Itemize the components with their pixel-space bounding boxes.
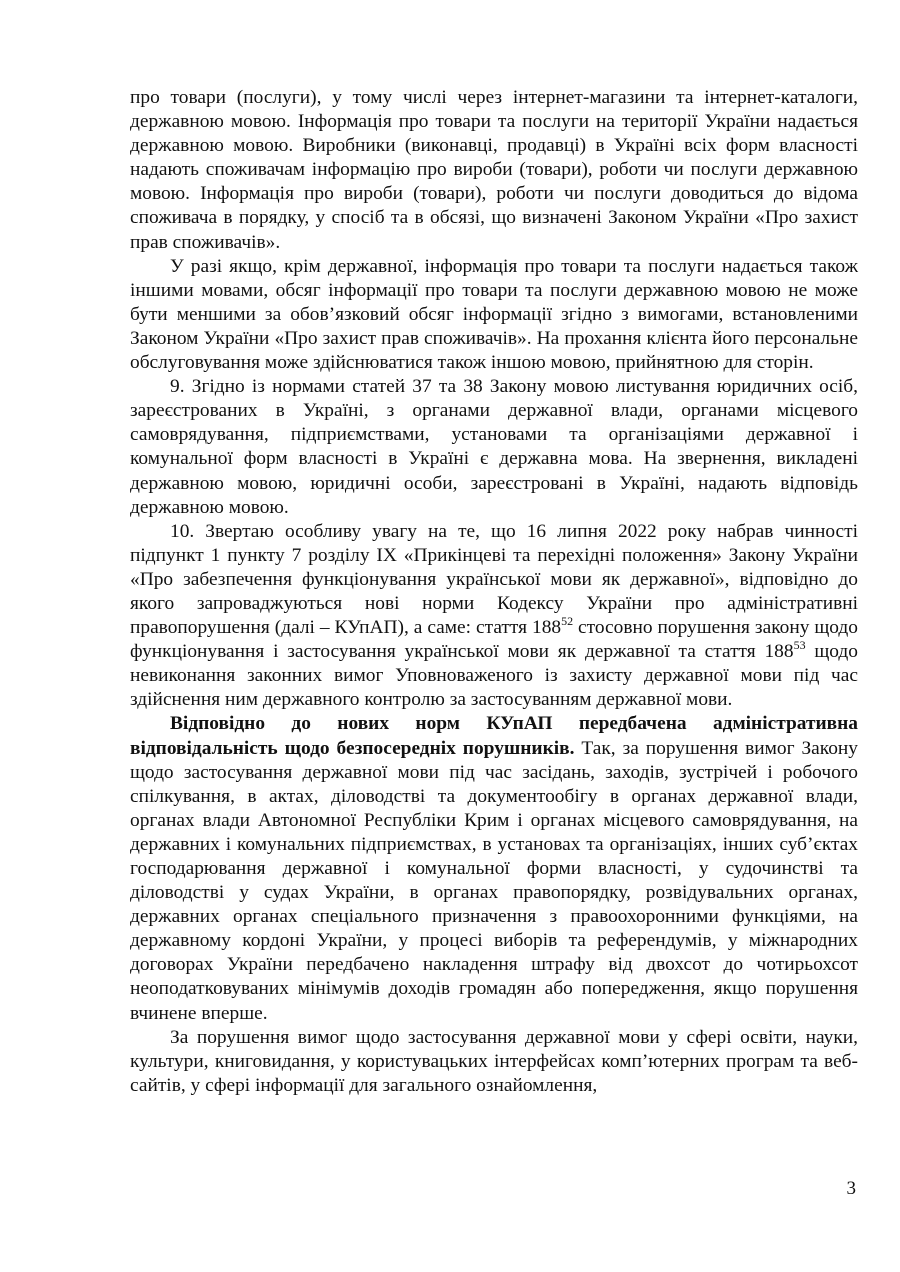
item-10-text-a: 10. Звертаю особливу увагу на те, що 16 липня 2022 року набрав чинності підпункт 1 пункту 7 розділу ІХ «Прикінцеві та перехідні положення» Закону України «Про забезпечення функціонування української мови як державної», відповідно до якого запроваджуються нові норми Кодексу України про адміністративні правопорушення (далі – КУпАП), а саме: стаття 188 — [130, 520, 858, 639]
article-superscript-52: 52 — [561, 613, 574, 628]
body-text — [130, 86, 858, 1098]
liability-text: Так, за порушення вимог Закону щодо застосування державної мови під час засідань, заходів, зустрічей і робочого спілкування, в актах, діловодстві та документообігу в органах державної влади, органах влади Автономної Республіки Крим і органах місцевого самоврядування, на державних і комунальних підприємствах, в установах та організаціях, інших суб’єктах господарювання державної і комунальної форми власності, у судочинстві та діловодстві у судах України, в органах правопорядку, розвідувальних органах, державних органах спеціального призначення з правоохоронними функціями, на державному кордоні України, у процесі виборів та референдумів, у міжнародних договорах України передбачено накладення штрафу від двохсот до чотирьохсот неоподатковуваних мінімумів доходів громадян або попередження, якщо порушення вчинене вперше. — [130, 737, 858, 1024]
paragraph-consumer-info: про товари (послуги), у тому числі через інтернет-магазини та інтернет-каталоги, державною мовою. Інформація про товари та послуги на території України надається державною мовою. Виробники (виконавці, продавці) в Україні всіх форм власності надають споживачам інформацію про вироби (товари), роботи чи послуги державною мовою. Інформація про вироби (товари), роботи чи послуги доводиться до відома споживача в порядку, у спосіб та в обсязі, що визначені Законом України «Про захист прав споживачів». — [130, 87, 858, 253]
item-10-text-c: щодо невиконання законних вимог Уповноваженого із захисту державної мови під час здійснення ним державного контролю за застосуванням державної мови. — [130, 641, 858, 711]
liability-bold-lead: Відповідно до нових норм КУпАП передбачена адміністративна відповідальність щодо безпосередніх порушників. — [130, 713, 858, 759]
paragraph-item-9: 9. Згідно із нормами статей 37 та 38 Закону мовою листування юридичних осіб, зареєстрованих в Україні, з органами державної влади, органами місцевого самоврядування, підприємствами, установами та організаціями державної і комунальної форм власності в Україні є державна мова. На звернення, викладені державною мовою, юридичні особи, зареєстровані в Україні, надають відповідь державною мовою. — [130, 376, 858, 518]
article-superscript-53: 53 — [793, 637, 806, 652]
page-number: 3 — [846, 1178, 856, 1199]
paragraph-liability — [130, 712, 858, 1025]
paragraph-education-sphere: За порушення вимог щодо застосування державної мови у сфері освіти, науки, культури, книговидання, у користувацьких інтерфейсах комп’ютерних програм та веб-сайтів, у сфері інформації для загального ознайомлення, — [130, 1026, 858, 1096]
paragraph-other-languages: У разі якщо, крім державної, інформація про товари та послуги надається також іншими мовами, обсяг інформації про товари та послуги державною мовою не може бути меншими за обов’язковий обсяг інформації згідно з вимогами, встановленими Законом України «Про захист прав споживачів». На прохання клієнта його персональне обслуговування може здійснюватися також іншою мовою, прийнятною для сторін. — [130, 255, 858, 374]
item-10-text-b: стосовно порушення закону щодо функціонування і застосування української мови як державної та стаття 188 — [130, 617, 858, 663]
paragraph-item-10 — [130, 520, 858, 713]
